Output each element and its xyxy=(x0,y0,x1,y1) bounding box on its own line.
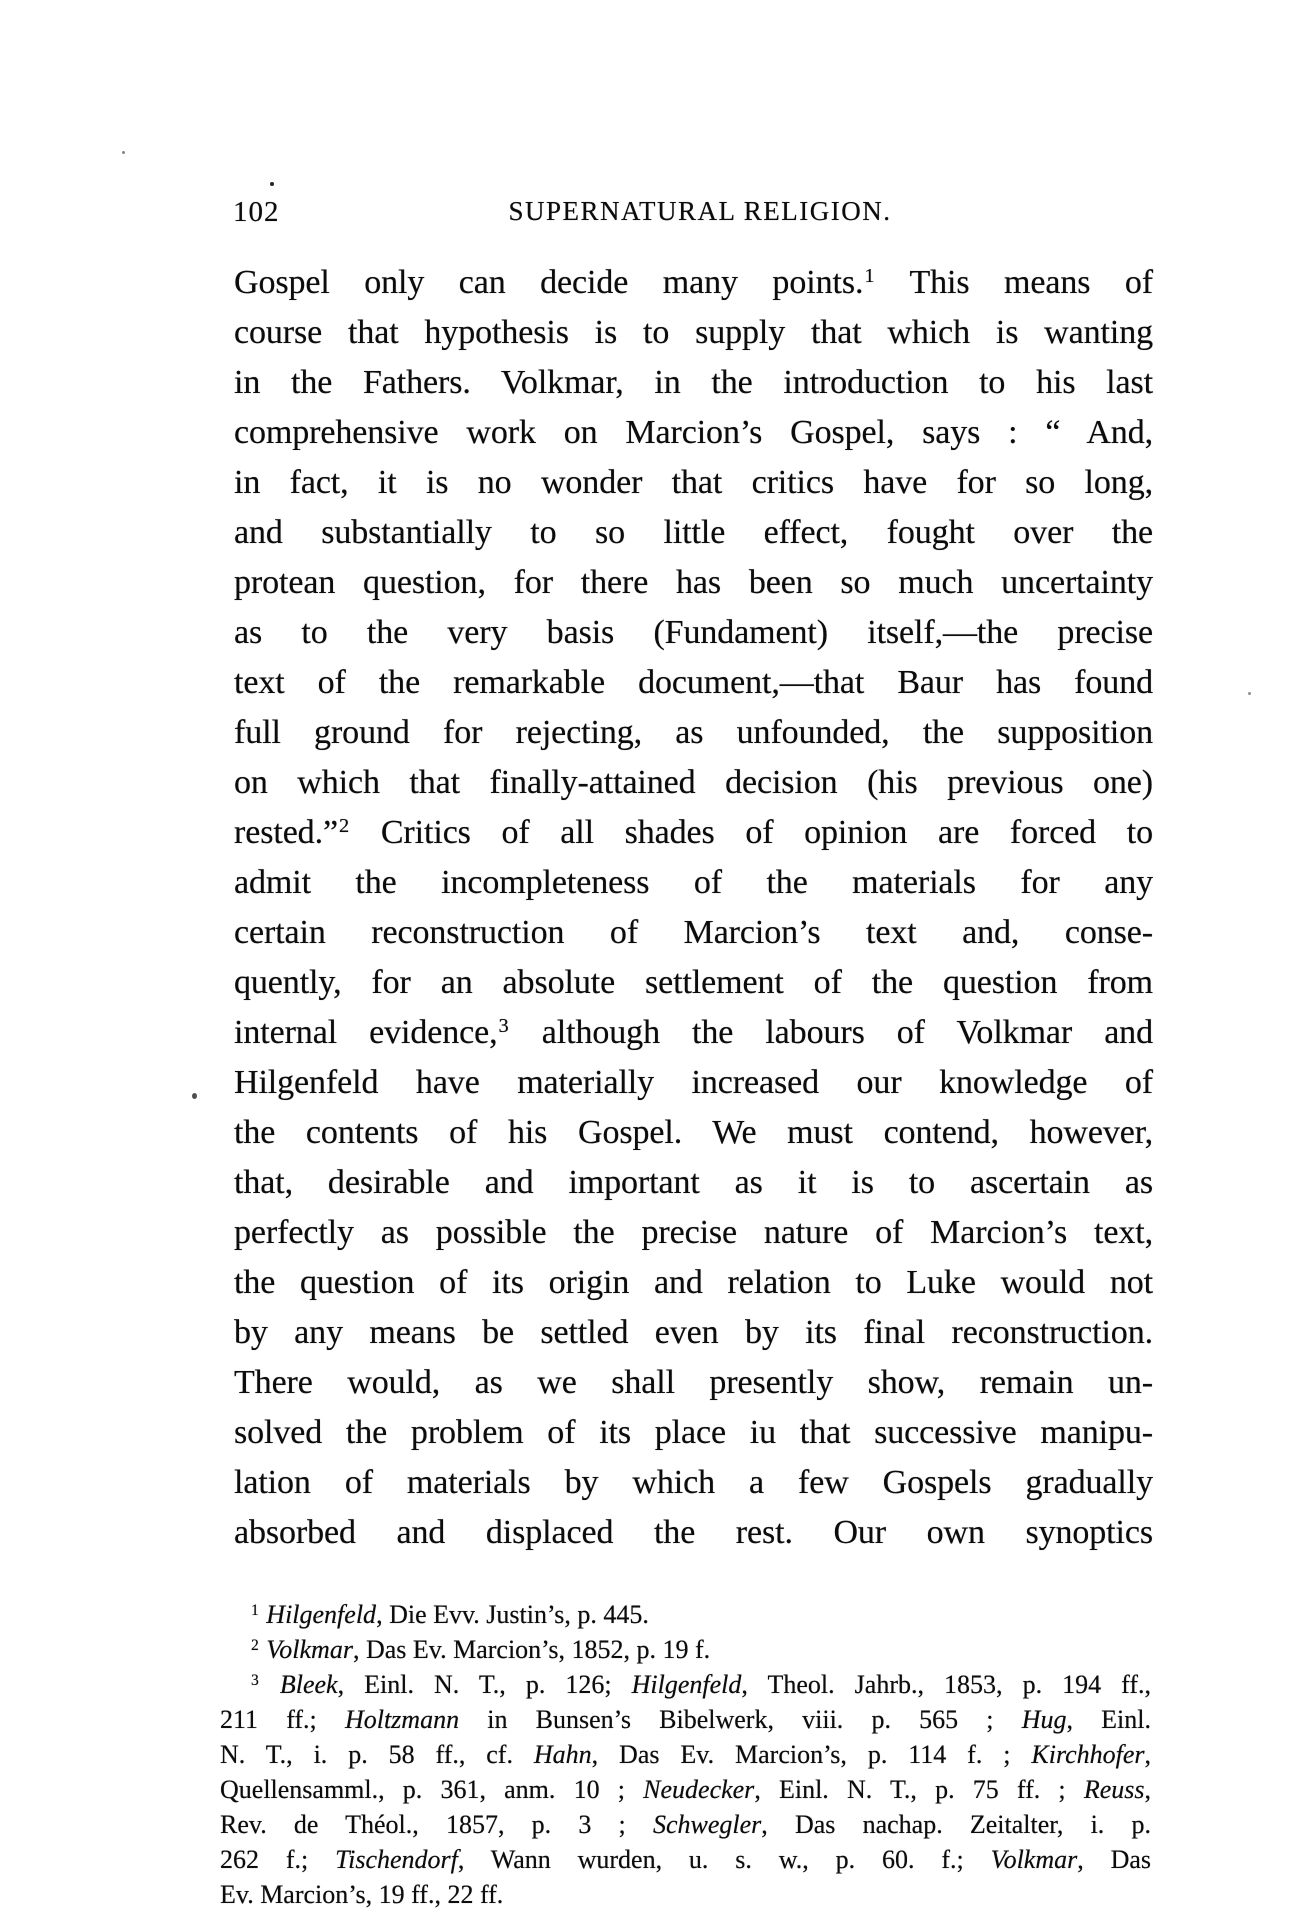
footnote-line: $^3$ Bleek, Einl. N. T., p. 126; Hilgenfeld, Theol. Jahrb., 1853, p. 194 ff., xyxy=(251,1670,1152,1699)
footnote-line: Rev. de Théol., 1857, p. 3 ; Schwegler, Das nachap. Zeitalter, i. p. xyxy=(220,1810,1151,1839)
running-title: SUPERNATURAL RELIGION. xyxy=(508,196,892,226)
body-line: lation of materials by which a few Gospels gradually xyxy=(234,1464,1153,1501)
footnotes xyxy=(220,1597,1151,1912)
body-line: internal evidence,$^3$ although the labours of Volkmar and xyxy=(234,1014,1153,1051)
body-line: quently, for an absolute settlement of the question from xyxy=(234,964,1153,1001)
page-number: 102 xyxy=(233,196,280,228)
scan-speck xyxy=(1248,692,1251,695)
body-line: Gospel only can decide many points.$^1$ This means of xyxy=(234,264,1153,301)
body-line: and substantially to so little effect, fought over the xyxy=(234,514,1153,551)
body-line: course that hypothesis is to supply that which is wanting xyxy=(234,314,1153,351)
footnote-line: N. T., i. p. 58 ff., cf. Hahn, Das Ev. Marcion’s, p. 114 f. ; Kirchhofer, xyxy=(220,1740,1152,1769)
body-line: rested.”$^2$ Critics of all shades of opinion are forced to xyxy=(234,814,1153,851)
scan-speck xyxy=(270,182,274,186)
scan-speck xyxy=(122,151,125,154)
body-line: admit the incompleteness of the materials for any xyxy=(234,864,1153,901)
footnote-line: 211 ff.; Holtzmann in Bunsen’s Bibelwerk, viii. p. 565 ; Hug, Einl. xyxy=(220,1705,1151,1734)
body-line: comprehensive work on Marcion’s Gospel, says : “ And, xyxy=(234,414,1153,451)
body-line: by any means be settled even by its final reconstruction. xyxy=(234,1314,1153,1351)
body-line: absorbed and displaced the rest. Our own synoptics xyxy=(234,1514,1153,1551)
body-line: as to the very basis (Fundament) itself,—the precise xyxy=(234,614,1153,651)
body-line: There would, as we shall presently show, remain un- xyxy=(234,1364,1153,1401)
body-line: on which that finally-attained decision (his previous one) xyxy=(234,764,1153,801)
body-line: the contents of his Gospel. We must contend, however, xyxy=(234,1114,1153,1151)
footnote-line: Ev. Marcion’s, 19 ff., 22 ff. xyxy=(220,1880,504,1909)
body-line: text of the remarkable document,—that Baur has found xyxy=(234,664,1153,701)
body-line: protean question, for there has been so much uncertainty xyxy=(234,564,1153,601)
body-line: Hilgenfeld have materially increased our knowledge of xyxy=(234,1064,1153,1101)
body-line: perfectly as possible the precise nature of Marcion’s text, xyxy=(234,1214,1153,1251)
body-line: solved the problem of its place iu that successive manipu- xyxy=(234,1414,1153,1451)
scan-speck xyxy=(192,1093,197,1099)
body-line: in the Fathers. Volkmar, in the introduction to his last xyxy=(234,364,1153,401)
body-line: in fact, it is no wonder that critics have for so long, xyxy=(234,464,1153,501)
body-text xyxy=(234,258,1153,1558)
footnote-line: 262 f.; Tischendorf, Wann wurden, u. s. w., p. 60. f.; Volkmar, Das xyxy=(220,1845,1152,1874)
footnote-line: $^1$ Hilgenfeld, Die Evv. Justin’s, p. 445. xyxy=(251,1600,649,1629)
footnote-line: $^2$ Volkmar, Das Ev. Marcion’s, 1852, p. 19 f. xyxy=(251,1635,711,1664)
body-line: full ground for rejecting, as unfounded, the supposition xyxy=(234,714,1153,751)
footnote-line: Quellensamml., p. 361, anm. 10 ; Neudecker, Einl. N. T., p. 75 ff. ; Reuss, xyxy=(220,1775,1151,1804)
body-line: certain reconstruction of Marcion’s text and, conse- xyxy=(234,914,1153,951)
body-line: that, desirable and important as it is to ascertain as xyxy=(234,1164,1153,1201)
body-line: the question of its origin and relation to Luke would not xyxy=(234,1264,1153,1301)
